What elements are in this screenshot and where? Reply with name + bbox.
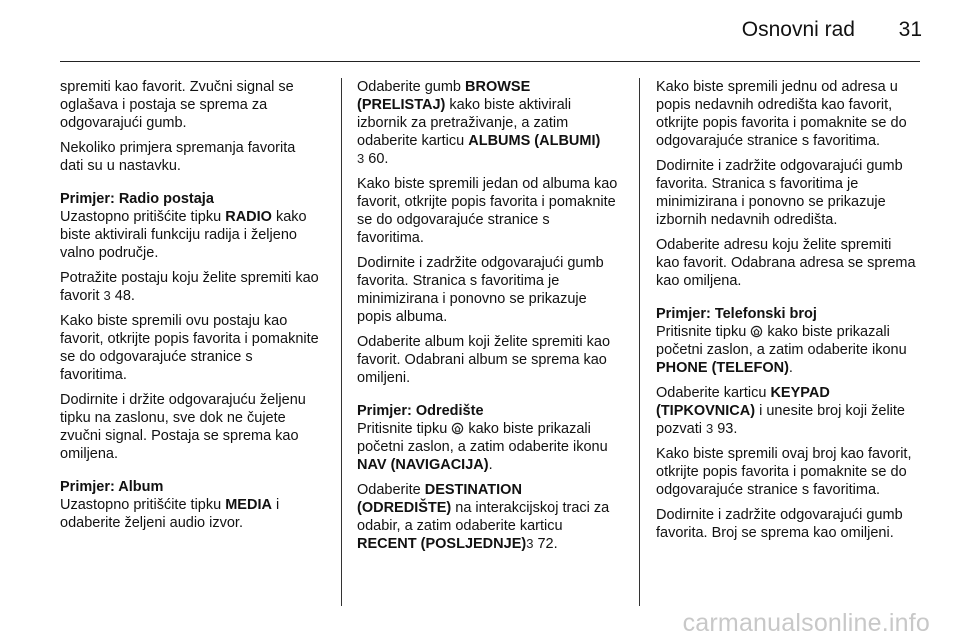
paragraph: Kako biste spremili jednu od adresa u popis nedavnih odredišta kao favorit, otkrijte popis favorita i pomaknite se do odgovarajuće stranice s favoritima. xyxy=(656,79,907,149)
home-icon xyxy=(750,325,763,338)
column-divider xyxy=(639,78,640,606)
page-ref-arrow-icon: 3 xyxy=(705,421,714,436)
paragraph: Dodirnite i zadržite odgovarajući gumb favorita. Stranica s favoritima je minimizirana i ponovno se prikazuje izbornih nedavnih odredišta. xyxy=(656,158,903,228)
section-heading: Primjer: Radio postaja xyxy=(60,191,214,207)
paragraph: Odaberite adresu koju želite spremiti kao favorit. Odabrana adresa se sprema kao omiljena. xyxy=(656,237,916,289)
paragraph: Pritisnite tipku kako biste prikazali početni zaslon, a zatim odaberite ikonu NAV (NAVIGACIJA). xyxy=(357,421,608,473)
home-icon xyxy=(451,422,464,435)
page-ref-arrow-icon: 3 xyxy=(357,151,365,166)
paragraph: Nekoliko primjera spremanja favorita dati su u nastavku. xyxy=(60,140,296,174)
column-3 xyxy=(656,78,918,549)
page-title: Osnovni rad xyxy=(741,18,855,41)
paragraph: spremiti kao favorit. Zvučni signal se oglašava i postaja se sprema za odgovarajući gumb. xyxy=(60,79,294,131)
paragraph: Odaberite gumb BROWSE (PRELISTAJ) kako biste aktivirali izbornik za pretraživanje, a zatim odaberite karticu ALBUMS (ALBUMI) 3 60. xyxy=(357,79,601,167)
paragraph: Odaberite album koji želite spremiti kao favorit. Odabrani album se sprema kao omiljeni. xyxy=(357,334,611,386)
column-2 xyxy=(357,78,619,560)
paragraph: Kako biste spremili jedan od albuma kao favorit, otkrijte popis favorita i pomaknite se do odgovarajuće stranice s favoritima. xyxy=(357,176,618,246)
column-divider xyxy=(341,78,342,606)
paragraph: Dodirnite i zadržite odgovarajući gumb favorita. Broj se sprema kao omiljeni. xyxy=(656,507,903,541)
paragraph: Uzastopno pritišćite tipku RADIO kako biste aktivirali funkciju radija i željeno valno područje. xyxy=(60,209,307,261)
section-heading: Primjer: Album xyxy=(60,479,164,495)
paragraph: Odaberite karticu KEYPAD (TIPKOVNICA) i unesite broj koji želite pozvati 3 93. xyxy=(656,385,906,437)
paragraph: Potražite postaju koju želite spremiti kao favorit 3 48. xyxy=(60,270,319,304)
header-divider xyxy=(60,61,920,62)
section-heading: Primjer: Odredište xyxy=(357,403,484,419)
watermark: carmanualsonline.info xyxy=(682,609,930,637)
column-1 xyxy=(60,78,322,539)
page-header xyxy=(0,0,960,60)
page-ref-arrow-icon: 3 xyxy=(103,288,111,303)
page-ref-arrow-icon: 3 xyxy=(526,536,534,551)
paragraph: Dodirnite i zadržite odgovarajući gumb favorita. Stranica s favoritima je minimizirana i ponovno se prikazuje popis albuma. xyxy=(357,255,604,325)
section-heading: Primjer: Telefonski broj xyxy=(656,306,817,322)
paragraph: Odaberite DESTINATION (ODREDIŠTE) na interakcijskoj traci za odabir, a zatim odaberite karticu RECENT (POSLJEDNJE)3 72. xyxy=(357,482,610,552)
paragraph: Uzastopno pritišćite tipku MEDIA i odaberite željeni audio izvor. xyxy=(60,497,280,531)
paragraph: Pritisnite tipku kako biste prikazali početni zaslon, a zatim odaberite ikonu PHONE (TELEFON). xyxy=(656,324,907,376)
paragraph: Kako biste spremili ovu postaju kao favorit, otkrijte popis favorita i pomaknite se do odgovarajuće stranice s favoritima. xyxy=(60,313,319,383)
paragraph: Dodirnite i držite odgovarajuću željenu tipku na zaslonu, sve dok ne čujete zvučni signal. Postaja se sprema kao omiljena. xyxy=(60,392,306,462)
page-number: 31 xyxy=(898,18,922,41)
paragraph: Kako biste spremili ovaj broj kao favorit, otkrijte popis favorita i pomaknite se do odgovarajuće stranice s favoritima. xyxy=(656,446,912,498)
